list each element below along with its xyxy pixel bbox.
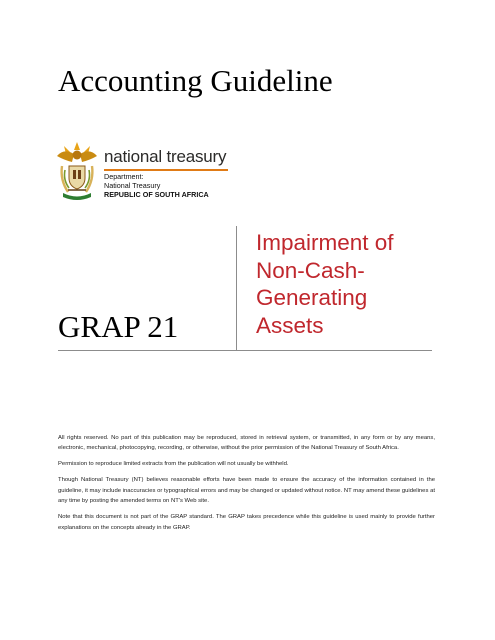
country-name: REPUBLIC OF SOUTH AFRICA	[104, 190, 209, 199]
national-treasury-logo	[54, 140, 244, 204]
subject-line: Impairment of	[256, 230, 394, 255]
subject-line: Non-Cash-	[256, 257, 365, 283]
subject-line: Generating	[256, 285, 368, 310]
logo-rule	[104, 169, 228, 171]
subject-title	[256, 229, 432, 339]
precedence-paragraph: Note that this document is not part of the GRAP standard. The GRAP takes precedence while this guideline is used mainly to provide further explanations on the concepts already in the GRAP.	[58, 514, 435, 531]
organisation-name: national treasury	[104, 147, 227, 166]
department-label: Department:	[104, 172, 144, 181]
permission-paragraph: Permission to reproduce limited extracts from the publication will not usually be withheld.	[58, 461, 289, 468]
document-title: Accounting Guideline	[58, 63, 333, 98]
south-africa-coat-of-arms-icon	[54, 140, 100, 202]
accuracy-paragraph: Though National Treasury (NT) believes reasonable efforts have been made to ensure the accuracy of the information contained in the guideline, it may include inaccuracies or typographical errors and may be changed or updated without notice. NT may amend these guidelines at any time by posting the amended terms on NT's Web site.	[58, 477, 435, 505]
department-name: National Treasury	[104, 181, 161, 190]
horizontal-divider	[58, 350, 432, 351]
vertical-divider	[236, 226, 237, 350]
copyright-paragraph: All rights reserved. No part of this publication may be reproduced, stored in retrieval system, or transmitted, in any form or by any means, electronic, mechanical, photocopying, recording, or otherwise, without the prior permission of the National Treasury of South Africa.	[58, 435, 435, 452]
disclaimer-section	[58, 433, 435, 539]
subject-line: Assets	[256, 312, 324, 338]
standard-code: GRAP 21	[58, 309, 179, 344]
